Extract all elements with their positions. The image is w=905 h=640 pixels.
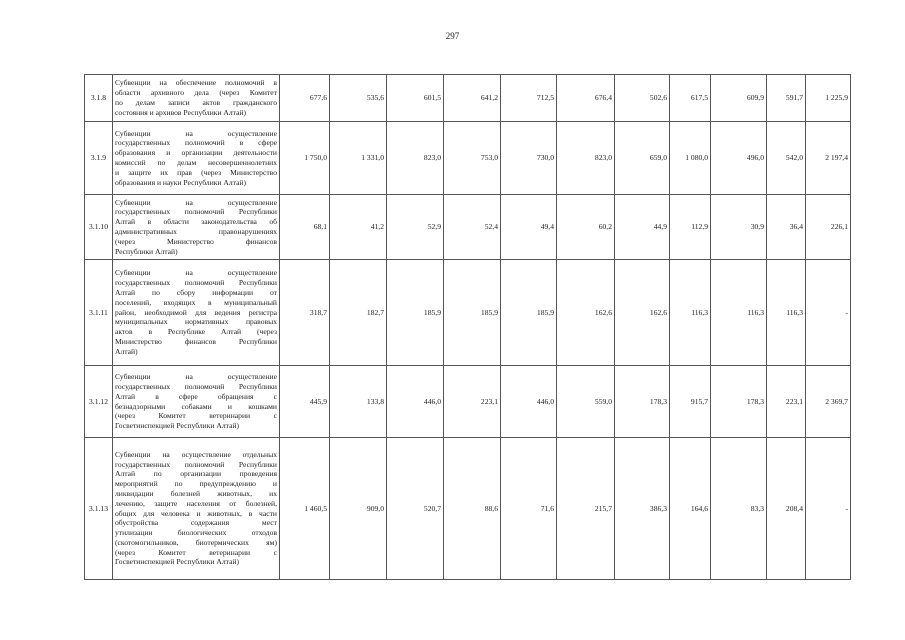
description-line: области архивного дела (через Комитет	[115, 88, 277, 98]
description-line: утилизации биологических отходов	[115, 528, 277, 538]
description-line: район, необходимой для ведения регистра	[115, 307, 277, 317]
value-cell: -	[806, 260, 851, 366]
row-code: 3.1.11	[85, 260, 113, 366]
value-cell: 1 460,5	[280, 438, 330, 580]
description-line: ликвидации болезней животных, их	[115, 488, 277, 498]
description-line: комиссий по делам несовершеннолетних	[115, 158, 277, 167]
description-line: состояния и архивов Республики Алтай)	[115, 107, 247, 117]
value-cell: 823,0	[387, 122, 444, 195]
row-code: 3.1.10	[85, 195, 113, 260]
value-cell: 116,3	[711, 260, 767, 366]
value-cell: 116,3	[767, 260, 806, 366]
value-cell: 60,2	[557, 195, 615, 260]
description-line: (через Министерство финансов	[115, 236, 277, 246]
description-line: лечению, защите населения от болезней,	[115, 498, 277, 508]
description-line: Республики Алтай)	[115, 246, 178, 256]
value-cell: 178,3	[615, 366, 670, 438]
description-line: Министерство финансов Республики	[115, 336, 277, 346]
value-cell: 535,6	[330, 75, 387, 122]
value-cell: 676,4	[557, 75, 615, 122]
description-line: Алтай в области законодательства об	[115, 217, 277, 227]
value-cell: 823,0	[557, 122, 615, 195]
description-line: государственных полномочий в сфере	[115, 138, 277, 148]
page-number: 297	[445, 31, 460, 41]
description-line: государственных полномочий Республики	[115, 278, 277, 288]
value-cell: 182,7	[330, 260, 387, 366]
value-cell: 1 331,0	[330, 122, 387, 195]
description-line: и защите их прав (через Министерство	[115, 167, 277, 177]
row-code: 3.1.12	[85, 366, 113, 438]
value-cell: 446,0	[387, 366, 444, 438]
value-cell: 542,0	[767, 122, 806, 195]
value-cell: 52,9	[387, 195, 444, 260]
value-cell: 52,4	[444, 195, 501, 260]
description-line: обустройства содержания мест	[115, 518, 277, 528]
description-line: актов в Республике Алтай (через	[115, 327, 277, 337]
value-cell: 164,6	[670, 438, 711, 580]
description-line: безнадзорными собаками и кошками	[115, 401, 277, 411]
value-cell: 641,2	[444, 75, 501, 122]
value-cell: -	[806, 438, 851, 580]
description-line: Субвенции на осуществление	[115, 372, 277, 382]
description-line: административных правонарушениях	[115, 227, 277, 236]
description-line: (скотомогильников, биотермических ям)	[115, 537, 277, 547]
table-row	[85, 438, 851, 580]
table-row	[85, 260, 851, 366]
value-cell: 44,9	[615, 195, 670, 260]
description-line: муниципальных нормативных правовых	[115, 317, 277, 327]
table-row	[85, 366, 851, 438]
value-cell: 88,6	[444, 438, 501, 580]
row-description	[113, 438, 280, 580]
value-cell: 386,3	[615, 438, 670, 580]
description-line: поселений, входящих в муниципальный	[115, 297, 277, 307]
description-line: государственных полномочий Республики	[115, 459, 277, 469]
value-cell: 1 080,0	[670, 122, 711, 195]
value-cell: 30,9	[711, 195, 767, 260]
row-description	[113, 75, 280, 122]
value-cell: 185,9	[387, 260, 444, 366]
value-cell: 591,7	[767, 75, 806, 122]
value-cell: 609,9	[711, 75, 767, 122]
table-row	[85, 75, 851, 122]
value-cell: 496,0	[711, 122, 767, 195]
description-line: Алтай)	[115, 346, 138, 356]
value-cell: 559,0	[557, 366, 615, 438]
description-line: по делам записи актов гражданского	[115, 98, 277, 107]
value-cell: 712,5	[501, 75, 557, 122]
description-line: государственных полномочий Республики	[115, 207, 277, 217]
description-line: Субвенции на осуществление	[115, 268, 277, 278]
value-cell: 41,2	[330, 195, 387, 260]
value-cell: 226,1	[806, 195, 851, 260]
row-description	[113, 195, 280, 260]
value-cell: 162,6	[615, 260, 670, 366]
description-line: образования и науки Республики Алтай)	[115, 177, 247, 187]
value-cell: 730,0	[501, 122, 557, 195]
value-cell: 1 225,9	[806, 75, 851, 122]
table-row	[85, 122, 851, 195]
description-line: Субвенции на осуществление отдельных	[115, 449, 277, 459]
description-line: Алтай по организации проведения	[115, 469, 277, 479]
row-description	[113, 122, 280, 195]
value-cell: 116,3	[670, 260, 711, 366]
row-code: 3.1.8	[85, 75, 113, 122]
value-cell: 223,1	[767, 366, 806, 438]
description-line: Субвенции на осуществление	[115, 197, 277, 207]
value-cell: 915,7	[670, 366, 711, 438]
row-code: 3.1.9	[85, 122, 113, 195]
value-cell: 185,9	[444, 260, 501, 366]
description-line: Госветинспекцией Республики Алтай)	[115, 421, 240, 431]
value-cell: 502,6	[615, 75, 670, 122]
value-cell: 318,7	[280, 260, 330, 366]
value-cell: 68,1	[280, 195, 330, 260]
value-cell: 36,4	[767, 195, 806, 260]
budget-table	[84, 74, 851, 580]
value-cell: 215,7	[557, 438, 615, 580]
value-cell: 753,0	[444, 122, 501, 195]
table-row	[85, 195, 851, 260]
description-line: образования и организации деятельности	[115, 148, 277, 158]
row-description	[113, 260, 280, 366]
value-cell: 446,0	[501, 366, 557, 438]
row-code: 3.1.13	[85, 438, 113, 580]
description-line: Госветинспекцией Республики Алтай)	[115, 557, 240, 567]
value-cell: 1 750,0	[280, 122, 330, 195]
value-cell: 2 197,4	[806, 122, 851, 195]
value-cell: 49,4	[501, 195, 557, 260]
value-cell: 83,3	[711, 438, 767, 580]
value-cell: 185,9	[501, 260, 557, 366]
value-cell: 659,0	[615, 122, 670, 195]
description-line: Субвенции на обеспечение полномочий в	[115, 78, 277, 88]
description-line: мероприятий по предупреждению и	[115, 479, 277, 489]
description-line: общих для человека и животных, в части	[115, 508, 277, 518]
value-cell: 133,8	[330, 366, 387, 438]
value-cell: 2 369,7	[806, 366, 851, 438]
value-cell: 162,6	[557, 260, 615, 366]
description-line: (через Комитет ветеринарии с	[115, 547, 277, 557]
description-line: Алтай по сбору информации от	[115, 288, 277, 297]
description-line: Алтай в сфере обращения с	[115, 391, 277, 401]
value-cell: 112,9	[670, 195, 711, 260]
value-cell: 617,5	[670, 75, 711, 122]
value-cell: 520,7	[387, 438, 444, 580]
value-cell: 71,6	[501, 438, 557, 580]
description-line: (через Комитет ветеринарии с	[115, 411, 277, 421]
description-line: государственных полномочий Республики	[115, 381, 277, 391]
value-cell: 178,3	[711, 366, 767, 438]
value-cell: 909,0	[330, 438, 387, 580]
value-cell: 601,5	[387, 75, 444, 122]
value-cell: 223,1	[444, 366, 501, 438]
value-cell: 208,4	[767, 438, 806, 580]
value-cell: 445,9	[280, 366, 330, 438]
description-line: Субвенции на осуществление	[115, 128, 277, 138]
row-description	[113, 366, 280, 438]
value-cell: 677,6	[280, 75, 330, 122]
